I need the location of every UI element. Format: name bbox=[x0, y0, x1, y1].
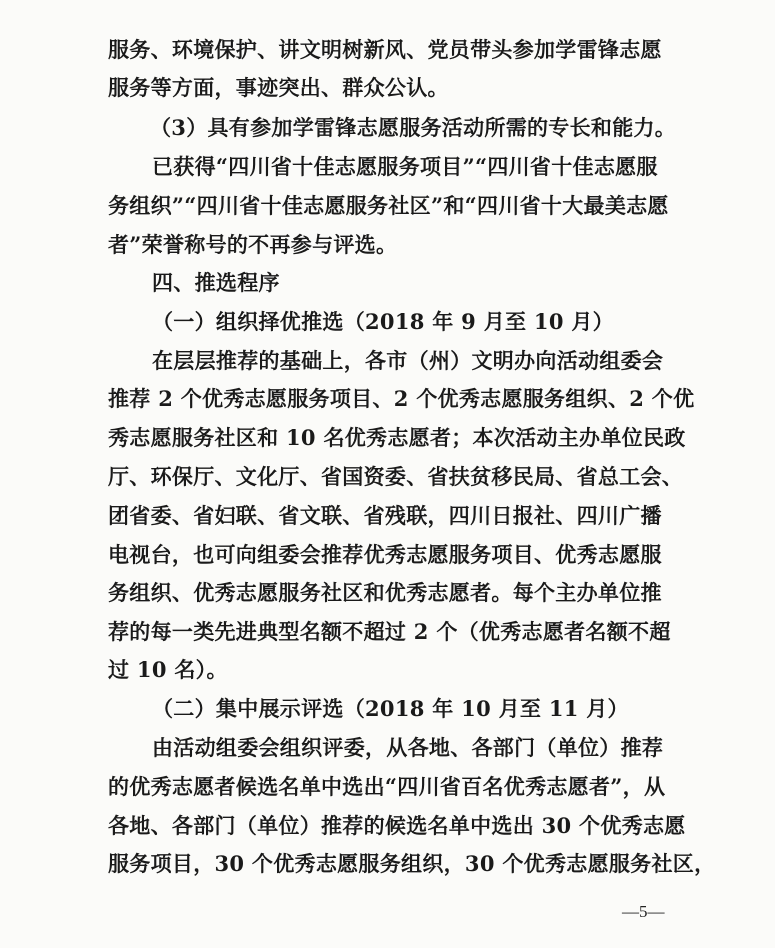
text-line: 秀志愿服务社区和 10 名优秀志愿者；本次活动主办单位民政 bbox=[108, 425, 686, 450]
subsection-heading: （一）组织择优推选（2018 年 9 月至 10 月） bbox=[152, 309, 614, 334]
text-line: 服务等方面，事迹突出、群众公认。 bbox=[108, 75, 449, 100]
text-line: 已获得“四川省十佳志愿服务项目”“四川省十佳志愿服 bbox=[152, 154, 658, 179]
section-heading: 四、推选程序 bbox=[152, 270, 280, 295]
text-line: 电视台，也可向组委会推荐优秀志愿服务项目、优秀志愿服 bbox=[108, 542, 662, 567]
text-line: 团省委、省妇联、省文联、省残联，四川日报社、四川广播 bbox=[108, 503, 662, 528]
text-line: 的优秀志愿者候选名单中选出“四川省百名优秀志愿者”，从 bbox=[108, 774, 666, 799]
text-line: 各地、各部门（单位）推荐的候选名单中选出 30 个优秀志愿 bbox=[108, 813, 686, 838]
text-line: 在层层推荐的基础上，各市（州）文明办向活动组委会 bbox=[152, 348, 664, 373]
text-line: （3）具有参加学雷锋志愿服务活动所需的专长和能力。 bbox=[150, 115, 677, 140]
subsection-heading: （二）集中展示评选（2018 年 10 月至 11 月） bbox=[152, 696, 629, 721]
text-line: 过 10 名）。 bbox=[108, 657, 228, 682]
text-line: 者”荣誉称号的不再参与评选。 bbox=[108, 232, 398, 257]
text-line: 务组织、优秀志愿服务社区和优秀志愿者。每个主办单位推 bbox=[108, 580, 662, 605]
text-line: 推荐 2 个优秀志愿服务项目、2 个优秀志愿服务组织、2 个优 bbox=[108, 386, 695, 411]
text-line: 服务、环境保护、讲文明树新风、党员带头参加学雷锋志愿 bbox=[108, 37, 662, 62]
text-line: 服务项目，30 个优秀志愿服务组织，30 个优秀志愿服务社区， bbox=[108, 851, 716, 876]
text-line: 务组织”“四川省十佳志愿服务社区”和“四川省十大最美志愿 bbox=[108, 193, 669, 218]
page-number: —5— bbox=[622, 902, 665, 921]
text-line: 荐的每一类先进典型名额不超过 2 个（优秀志愿者名额不超 bbox=[108, 619, 671, 644]
text-line: 由活动组委会组织评委，从各地、各部门（单位）推荐 bbox=[152, 735, 664, 760]
text-line: 厅、环保厅、文化厅、省国资委、省扶贫移民局、省总工会、 bbox=[108, 464, 684, 489]
